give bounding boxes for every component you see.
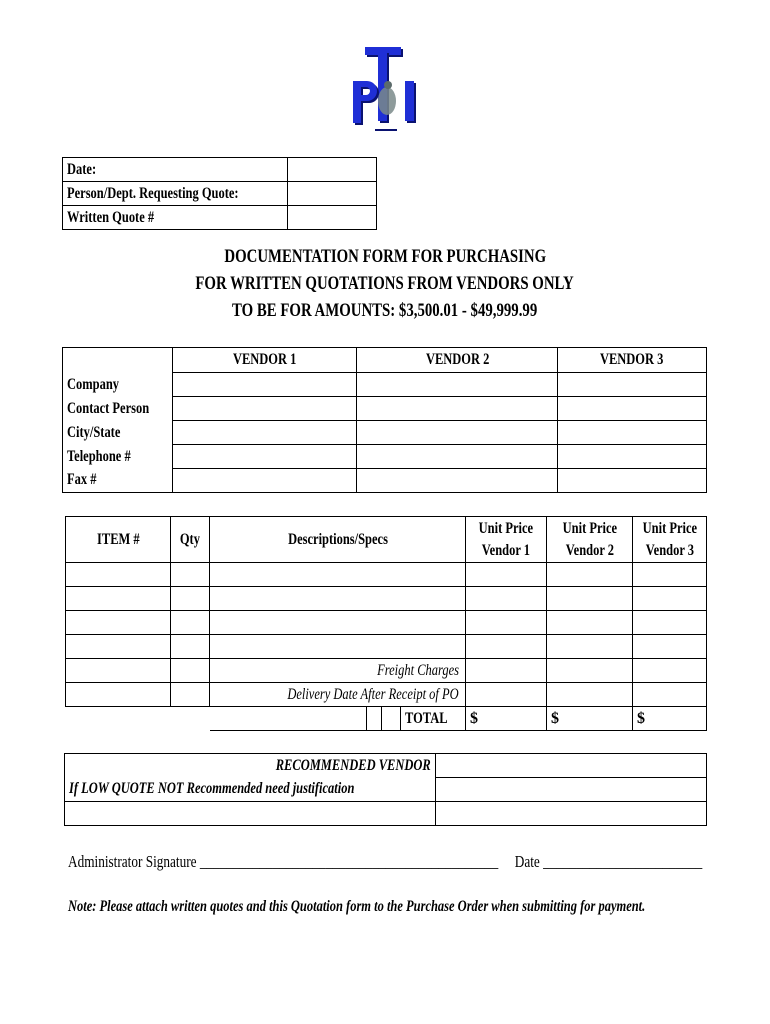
vendor-1-telephone-field[interactable]	[173, 445, 357, 469]
item-row	[66, 611, 707, 635]
payment-note	[68, 898, 770, 916]
vendor-1-header: VENDOR 1	[233, 351, 297, 368]
justification-extra-field[interactable]	[435, 802, 706, 826]
item-row	[66, 587, 707, 611]
freight-row	[66, 659, 707, 683]
quote-number-row	[63, 206, 377, 230]
vendor-row-telephone	[63, 445, 707, 469]
price-v1-field[interactable]	[466, 563, 547, 587]
justification-extra-row	[65, 802, 707, 826]
delivery-date-label: Delivery Date After Receipt of PO	[287, 685, 459, 703]
contact-person-label: Contact Person	[67, 399, 150, 417]
price-v1-field[interactable]	[466, 635, 547, 659]
item-number-field[interactable]	[66, 611, 171, 635]
date-row	[63, 158, 377, 182]
price-v3-field[interactable]	[633, 563, 707, 587]
title-line-1: DOCUMENTATION FORM FOR PURCHASING	[224, 246, 546, 267]
item-number-field[interactable]	[66, 635, 171, 659]
vendor-row-company	[63, 373, 707, 397]
vendor-1-company-field[interactable]	[173, 373, 357, 397]
item-number-header: ITEM #	[96, 530, 140, 548]
justification-extra-left[interactable]	[65, 802, 436, 826]
requester-row	[63, 182, 377, 206]
vendor-2-company-field[interactable]	[357, 373, 558, 397]
requester-label: Person/Dept. Requesting Quote:	[67, 184, 239, 202]
vendor-3-city-field[interactable]	[558, 421, 707, 445]
description-field[interactable]	[210, 563, 466, 587]
qty-field[interactable]	[171, 587, 210, 611]
item-number-field[interactable]	[66, 587, 171, 611]
total-v3-currency: $	[637, 709, 645, 727]
signature-date-label: Date	[514, 852, 540, 871]
freight-charges-label: Freight Charges	[377, 661, 459, 679]
qty-field[interactable]	[171, 635, 210, 659]
delivery-v3-field[interactable]	[633, 683, 707, 707]
total-row	[66, 707, 707, 731]
vendor-1-price-header: Vendor 1	[481, 541, 531, 559]
freight-v3-field[interactable]	[633, 659, 707, 683]
date-label: Date:	[67, 160, 97, 178]
company-label: Company	[67, 375, 120, 393]
vendor-2-fax-field[interactable]	[357, 469, 558, 493]
vendor-2-telephone-field[interactable]	[357, 445, 558, 469]
payment-note-text: Note: Please attach written quotes and this Quotation form to the Purchase Order when submitting for payment.	[68, 898, 646, 915]
title-line-2: FOR WRITTEN QUOTATIONS FROM VENDORS ONLY	[195, 273, 575, 294]
total-label: TOTAL	[405, 710, 448, 727]
price-v3-field[interactable]	[633, 587, 707, 611]
recommended-vendor-label: RECOMMENDED VENDOR	[275, 756, 431, 774]
description-field[interactable]	[210, 587, 466, 611]
justification-row	[65, 778, 707, 802]
qty-field[interactable]	[171, 563, 210, 587]
description-field[interactable]	[210, 635, 466, 659]
vendor-table	[62, 347, 707, 493]
price-v2-field[interactable]	[547, 611, 633, 635]
administrator-signature-field[interactable]: _____________________________________________	[199, 852, 499, 871]
pti-logo	[345, 45, 425, 135]
price-v2-field[interactable]	[547, 587, 633, 611]
description-field[interactable]	[210, 611, 466, 635]
date-field[interactable]	[287, 158, 376, 182]
vendor-2-contact-field[interactable]	[357, 397, 558, 421]
vendor-3-company-field[interactable]	[558, 373, 707, 397]
signature-date-field[interactable]: ________________________	[543, 852, 703, 871]
requester-field[interactable]	[287, 182, 376, 206]
quote-number-label: Written Quote #	[67, 208, 155, 226]
delivery-row	[66, 683, 707, 707]
items-header-row	[66, 517, 707, 563]
justification-field[interactable]	[435, 778, 706, 802]
vendor-3-price-header: Vendor 3	[645, 541, 694, 559]
quote-number-field[interactable]	[287, 206, 376, 230]
unit-price-3-header: Unit Price	[642, 519, 697, 537]
vendor-2-price-header: Vendor 2	[565, 541, 614, 559]
item-row	[66, 563, 707, 587]
vendor-3-telephone-field[interactable]	[558, 445, 707, 469]
delivery-v2-field[interactable]	[547, 683, 633, 707]
vendor-row-fax	[63, 469, 707, 493]
form-title	[0, 243, 770, 324]
descriptions-header: Descriptions/Specs	[287, 530, 388, 548]
title-line-3: TO BE FOR AMOUNTS: $3,500.01 - $49,999.99	[232, 300, 538, 321]
vendor-1-city-field[interactable]	[173, 421, 357, 445]
telephone-label: Telephone #	[67, 447, 131, 465]
signature-line	[68, 852, 770, 872]
vendor-3-header: VENDOR 3	[600, 351, 664, 368]
item-row	[66, 635, 707, 659]
pti-logo-graphic	[345, 45, 425, 135]
city-state-label: City/State	[67, 423, 121, 441]
header-table	[62, 157, 377, 230]
administrator-signature-label: Administrator Signature	[68, 852, 197, 871]
item-number-field[interactable]	[66, 563, 171, 587]
items-table	[65, 516, 707, 731]
vendor-3-fax-field[interactable]	[558, 469, 707, 493]
price-v3-field[interactable]	[633, 635, 707, 659]
vendor-row-city	[63, 421, 707, 445]
fax-label: Fax #	[67, 471, 97, 489]
recommended-vendor-row	[65, 754, 707, 778]
vendor-1-contact-field[interactable]	[173, 397, 357, 421]
qty-header: Qty	[179, 530, 201, 548]
qty-field[interactable]	[171, 611, 210, 635]
price-v1-field[interactable]	[466, 587, 547, 611]
unit-price-1-header: Unit Price	[478, 519, 534, 537]
vendor-2-header: VENDOR 2	[425, 351, 490, 368]
recommendation-table	[64, 753, 707, 826]
vendor-row-contact	[63, 397, 707, 421]
freight-v2-field[interactable]	[547, 659, 633, 683]
vendor-3-contact-field[interactable]	[558, 397, 707, 421]
total-v1-currency: $	[470, 709, 478, 727]
recommended-vendor-field[interactable]	[435, 754, 706, 778]
price-v1-field[interactable]	[466, 611, 547, 635]
price-v2-field[interactable]	[547, 563, 633, 587]
total-v2-currency: $	[551, 709, 559, 727]
price-v2-field[interactable]	[547, 635, 633, 659]
unit-price-2-header: Unit Price	[562, 519, 617, 537]
vendor-2-city-field[interactable]	[357, 421, 558, 445]
justification-label: If LOW QUOTE NOT Recommended need justification	[69, 780, 355, 798]
vendor-1-fax-field[interactable]	[173, 469, 357, 493]
vendor-header-row	[63, 348, 707, 373]
delivery-v1-field[interactable]	[466, 683, 547, 707]
freight-v1-field[interactable]	[466, 659, 547, 683]
price-v3-field[interactable]	[633, 611, 707, 635]
